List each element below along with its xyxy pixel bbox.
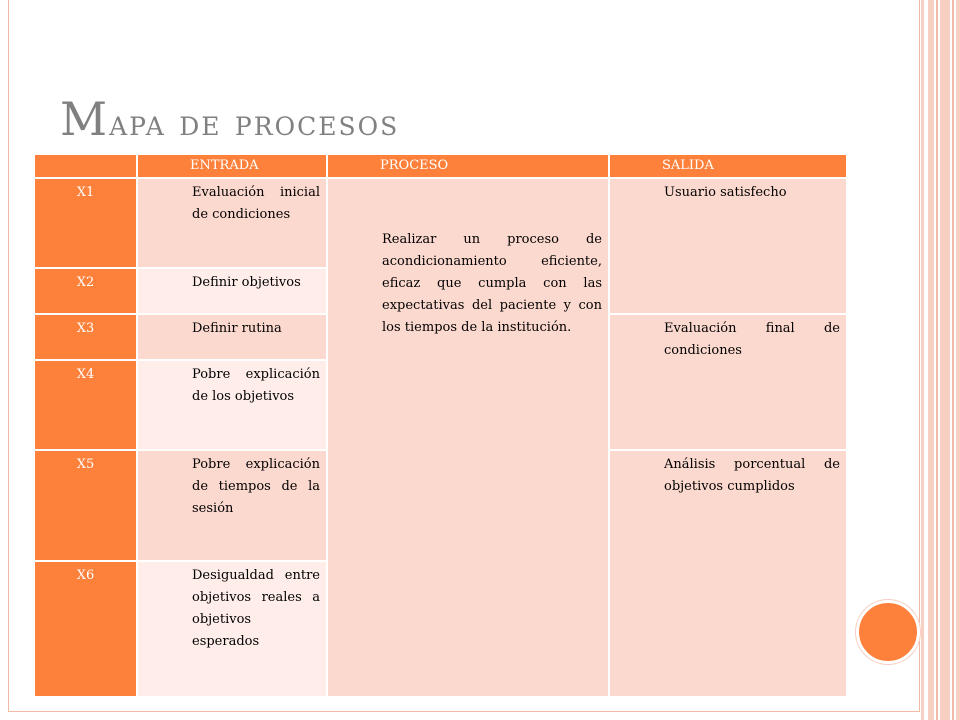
entrada-cell: Evaluación inicial de condiciones	[138, 179, 326, 267]
header-entrada: ENTRADA	[138, 155, 326, 177]
decorative-stripe	[956, 0, 960, 720]
decorative-stripe	[952, 0, 954, 720]
row-label: X4	[35, 361, 136, 449]
title-rest: apa de procesos	[109, 103, 400, 144]
row-label: X6	[35, 562, 136, 696]
title-initial: M	[60, 92, 110, 146]
header-proceso: PROCESO	[328, 155, 608, 177]
entrada-cell: Pobre explicación de los objetivos	[138, 361, 326, 449]
row-label: X1	[35, 179, 136, 267]
entrada-cell: Definir rutina	[138, 315, 326, 359]
header-corner	[35, 155, 136, 177]
row-label: X3	[35, 315, 136, 359]
entrada-cell: Pobre explicación de tiempos de la sesión	[138, 451, 326, 560]
decorative-stripe	[936, 0, 938, 720]
decorative-stripe	[928, 0, 934, 720]
entrada-cell: Desigualdad entre objetivos reales a objetivos esperados	[138, 562, 326, 696]
salida-cell: Análisis porcentual de objetivos cumplidos	[610, 451, 846, 696]
decorative-stripe	[921, 0, 924, 720]
proceso-cell: Realizar un proceso de acondicionamiento eficiente, eficaz que cumpla con las expectativas del paciente y con los tiempos de la institución.	[328, 179, 608, 696]
header-salida: SALIDA	[610, 155, 846, 177]
process-map-table	[35, 155, 846, 696]
salida-cell: Usuario satisfecho	[610, 179, 846, 313]
decorative-circle	[856, 600, 920, 664]
decorative-stripe	[940, 0, 950, 720]
slide-title	[60, 92, 399, 146]
row-label: X5	[35, 451, 136, 560]
entrada-cell: Definir objetivos	[138, 269, 326, 313]
row-label: X2	[35, 269, 136, 313]
salida-cell: Evaluación final de condiciones	[610, 315, 846, 449]
